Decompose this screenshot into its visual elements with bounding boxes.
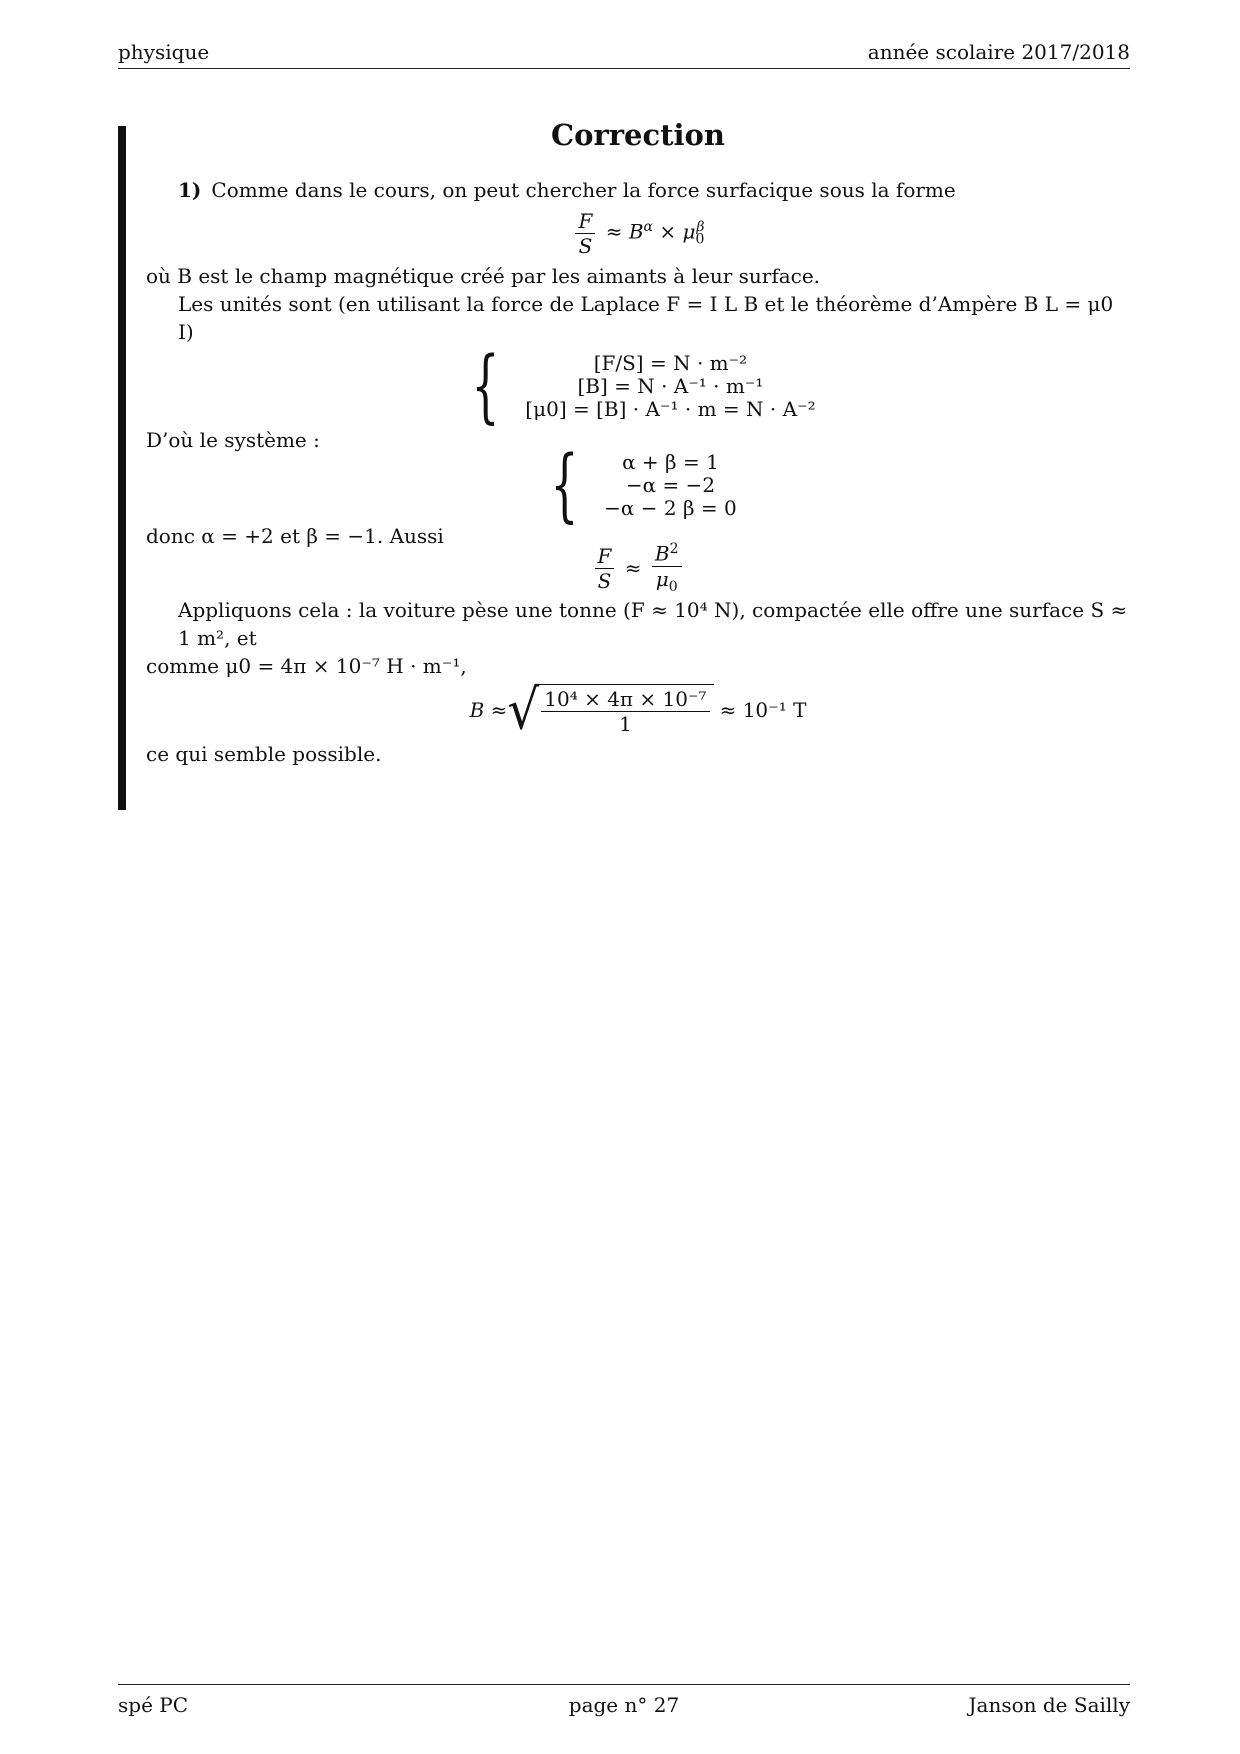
apply-line-1: Appliquons cela : la voiture pèse une tonne (F ≈ 10⁴ N), compactée elle offre une surface S ≈ 1 m², et — [178, 598, 1128, 650]
where-line: où B est le champ magnétique créé par les aimants à leur surface. — [146, 264, 821, 288]
margin-bar — [118, 126, 126, 810]
result-tail: ≈ 10⁻¹ T — [719, 698, 807, 722]
units-system — [146, 339, 1130, 432]
left-brace: { — [550, 438, 579, 531]
units-row: [B] = N · A⁻¹ · m⁻¹ — [577, 373, 764, 398]
conclusion: ce qui semble possible. — [146, 742, 382, 766]
donc-line: donc α = +2 et β = −1. Aussi — [146, 524, 444, 548]
units-row: [F/S] = N · m⁻² — [593, 350, 748, 375]
system-row: −α = −2 — [625, 472, 716, 497]
equation-result-form: $\frac{F}{S}$ ≈ $\frac{B^2}{\mu_0}$ — [146, 540, 1130, 596]
document-body — [146, 118, 1130, 768]
system-intro: D’où le système : — [146, 428, 320, 452]
fraction-f-over-s: $\frac{F}{S}$ — [575, 209, 595, 258]
question-number: 1) — [178, 178, 202, 202]
footer-class: spé PC — [118, 1693, 189, 1717]
page-header — [118, 40, 1130, 69]
question-intro-text: Comme dans le cours, on peut chercher la force surfacique sous la forme — [211, 178, 956, 202]
units-row: [μ0] = [B] · A⁻¹ · m = N · A⁻² — [525, 396, 816, 421]
question-intro — [146, 176, 1130, 204]
square-root: √ $\frac{\text{10⁴ × 4π × 10⁻⁷}}{1}$ — [507, 684, 713, 736]
equation-b-value: B ≈ √ $\frac{\text{10⁴ × 4π × 10⁻⁷}}{1}$ ≈ 10⁻¹ T — [469, 678, 807, 742]
page-footer — [118, 1684, 1130, 1723]
page-title: Correction — [551, 118, 725, 152]
footer-page-number: page n° 27 — [568, 1693, 680, 1717]
equation-force-form: $\frac{F}{S}$ ≈ $B^\alpha \times \mu_0^\beta$ — [146, 204, 1130, 262]
apply-line-2: comme μ0 = 4π × 10⁻⁷ H · m⁻¹, — [146, 654, 467, 678]
units-line: Les unités sont (en utilisant la force de Laplace F = I L B et le théorème d’Ampère B L = μ0 I) — [178, 292, 1114, 344]
header-school-year: année scolaire 2017/2018 — [867, 40, 1130, 64]
sqrt-denominator: 1 — [619, 712, 632, 736]
left-brace: { — [471, 339, 500, 432]
system-row: α + β = 1 — [622, 449, 719, 474]
system-row: −α − 2 β = 0 — [604, 495, 737, 520]
header-subject: physique — [118, 40, 210, 64]
footer-school: Janson de Sailly — [968, 1693, 1130, 1717]
sqrt-numerator: 10⁴ × 4π × 10⁻⁷ — [541, 687, 709, 712]
